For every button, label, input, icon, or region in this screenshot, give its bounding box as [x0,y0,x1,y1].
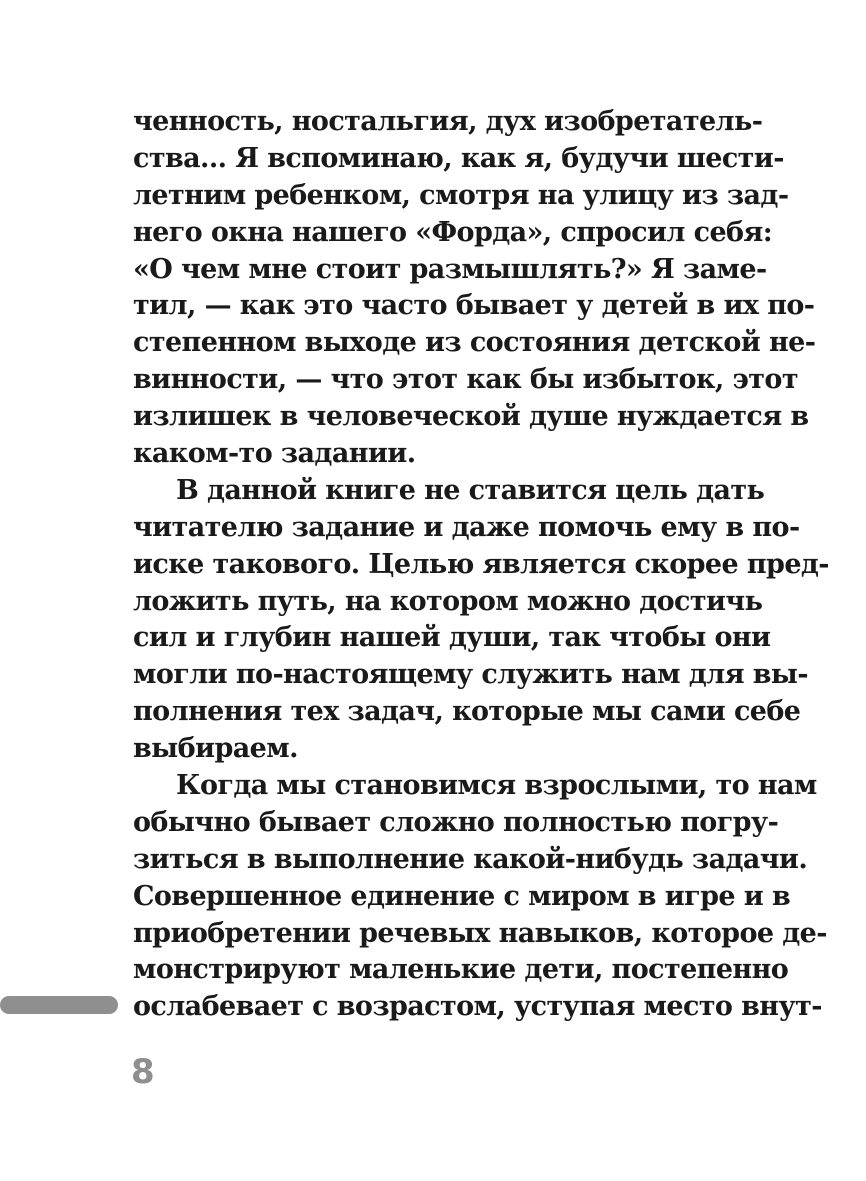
text-line: ослабевает с возрастом, уступая место внут- [133,991,822,1023]
text-line: излишек в человеческой душе нуждается в [133,401,809,433]
text-line: сил и глубин нашей души, так чтобы они [133,622,771,654]
text-line: зиться в выполнение какой-нибудь задачи. [133,843,808,875]
text-line: степенном выходе из состояния детской не- [133,327,816,359]
text-line: обычно бывает сложно полностью погру- [133,806,779,838]
paragraph-first-line: Когда мы становимся взрослыми, то нам [176,770,817,802]
text-line: тил, — как это часто бывает у детей в их по- [133,290,815,322]
text-line: ченность, ностальгия, дух изобретатель- [133,106,763,137]
text-line: монстрируют маленькие дети, постепенно [133,954,789,986]
text-line: ства... Я вспоминаю, как я, будучи шести- [133,142,784,174]
text-line: выбираем. [133,733,298,765]
text-line: летним ребенком, смотря на улицу из зад- [133,179,789,211]
text-line: Совершенное единение с миром в игре и в [133,880,791,912]
text-line: ложить путь, на котором можно достичь [133,585,763,617]
text-line: читателю задание и даже помочь ему в по- [133,511,800,543]
body-text [133,104,829,1026]
text-line: могли по-настоящему служить нам для вы- [133,659,808,691]
text-line: него окна нашего «Форда», спросил себя: [133,216,773,248]
text-line: иске такового. Целью является скорее пред- [133,548,829,580]
text-line: полнения тех задач, которые мы сами себе [133,696,801,728]
text-line: «О чем мне стоит размышлять?» Я заме- [133,253,767,285]
text-line: винности, — что этот как бы избыток, этот [133,364,798,396]
text-line: каком-то задании. [133,438,416,470]
page-edge-bar [0,996,118,1014]
paragraph-first-line: В данной книге не ставится цель дать [176,474,765,506]
text-line: приобретении речевых навыков, которое де- [133,917,827,949]
page-number: 8 [131,1052,155,1092]
